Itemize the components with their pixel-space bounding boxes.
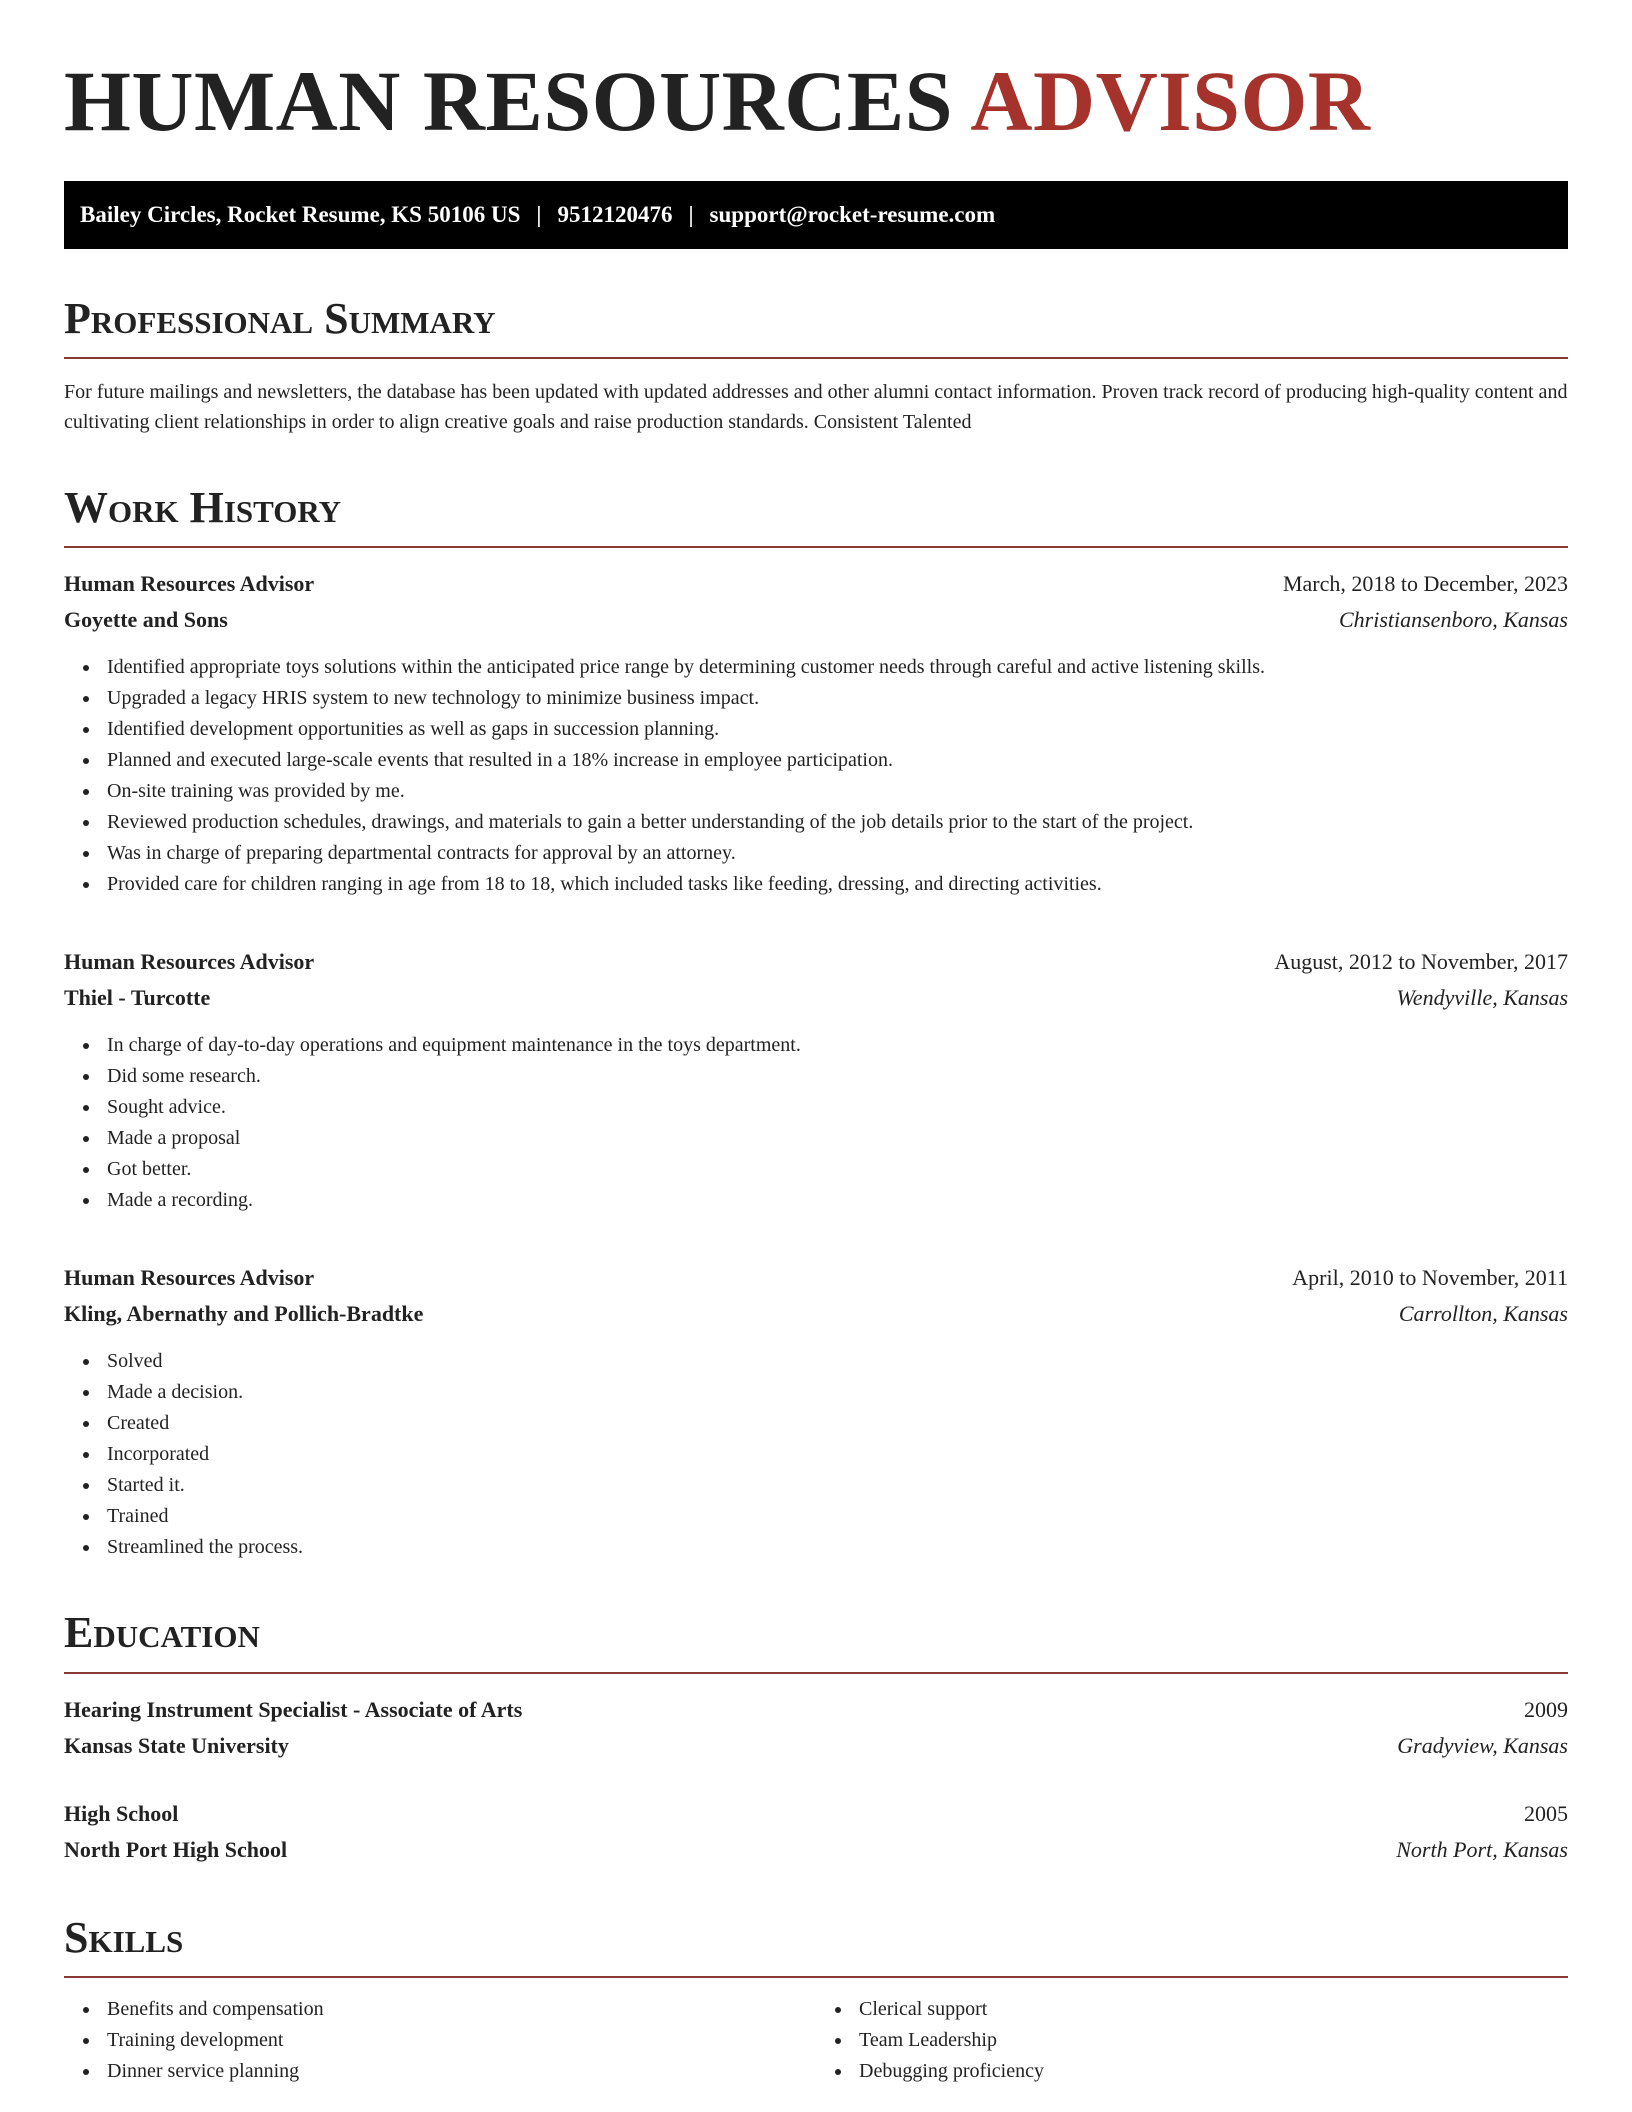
list-item: Got better. [107,1154,1568,1185]
list-item: Incorporated [107,1439,1568,1470]
job-position: Human Resources Advisor [64,1265,315,1291]
job-location: Christiansenboro, Kansas [1338,607,1568,633]
list-item: Team Leadership [859,2025,1568,2056]
section-divider [64,1976,1568,1978]
skills-grid [64,1994,1568,2087]
job-location: Carrollton, Kansas [1398,1301,1568,1327]
job-position: Human Resources Advisor [64,571,315,597]
job-bullets [64,1346,1568,1563]
section-title: Professional Summary [64,293,496,343]
education-location: North Port, Kansas [1396,1836,1568,1862]
list-item: In charge of day-to-day operations and equipment maintenance in the toys department. [107,1030,1568,1061]
list-item: Made a proposal [107,1123,1568,1154]
section-title: Education [64,1608,260,1658]
list-item: Started it. [107,1470,1568,1501]
education-degree: Hearing Instrument Specialist - Associate of Arts [64,1696,523,1722]
education-school: North Port High School [64,1836,288,1862]
education-school: Kansas State University [64,1732,289,1758]
list-item: Upgraded a legacy HRIS system to new technology to minimize business impact. [107,683,1568,714]
job-position: Human Resources Advisor [64,949,315,975]
contact-separator: | [536,201,542,227]
section-divider [64,357,1568,359]
education-degree: High School [64,1800,179,1826]
job-entry [64,566,1568,900]
job-company: Goyette and Sons [64,607,228,633]
name-first: HUMAN RESOURCES [64,53,954,149]
education-location: Gradyview, Kansas [1397,1732,1568,1758]
contact-phone: 9512120476 [557,201,673,227]
list-item: Training development [107,2025,816,2056]
section-divider [64,546,1568,548]
job-dates: March, 2018 to December, 2023 [1282,571,1568,597]
job-bullets [64,652,1568,900]
list-item: Identified appropriate toys solutions within the anticipated price range by determining customer needs through careful and active listening skills. [107,652,1568,683]
skills-column-left [64,1994,816,2087]
list-item: On-site training was provided by me. [107,776,1568,807]
list-item: Was in charge of preparing departmental contracts for approval by an attorney. [107,838,1568,869]
list-item: Solved [107,1346,1568,1377]
list-item: Provided care for children ranging in age from 18 to 18, which included tasks like feeding, dressing, and directing activities. [107,869,1568,900]
list-item: Reviewed production schedules, drawings, and materials to gain a better understanding of the job details prior to the start of the project. [107,807,1568,838]
summary-text: For future mailings and newsletters, the database has been updated with updated addresses and other alumni contact information. Proven track record of producing high-quality content and cultivating client relationships in order to align creative goals and raise production standards. Consistent Talented [64,380,1568,434]
list-item: Benefits and compensation [107,1994,816,2025]
resume-name [64,54,1568,149]
name-accent: ADVISOR [970,53,1371,149]
list-item: Streamlined the process. [107,1532,1568,1563]
list-item: Trained [107,1501,1568,1532]
skills-section [64,1914,1568,2087]
section-title: Work History [64,482,342,532]
list-item: Dinner service planning [107,2056,816,2087]
section-divider [64,1672,1568,1674]
contact-email: support@rocket-resume.com [709,201,996,227]
list-item: Sought advice. [107,1092,1568,1123]
work-history-section [64,484,1568,1563]
list-item: Created [107,1408,1568,1439]
list-item: Debugging proficiency [859,2056,1568,2087]
job-dates: August, 2012 to November, 2017 [1274,949,1568,975]
job-company: Thiel - Turcotte [64,985,211,1011]
list-item: Identified development opportunities as well as gaps in succession planning. [107,714,1568,745]
job-location: Wendyville, Kansas [1396,985,1568,1011]
contact-separator: | [688,201,694,227]
list-item: Made a recording. [107,1185,1568,1216]
list-item: Did some research. [107,1061,1568,1092]
list-item: Planned and executed large-scale events that resulted in a 18% increase in employee participation. [107,745,1568,776]
skills-column-right [816,1994,1568,2087]
job-dates: April, 2010 to November, 2011 [1292,1265,1568,1291]
list-item: Made a decision. [107,1377,1568,1408]
education-entry [64,1796,1568,1868]
education-year: 2009 [1524,1696,1568,1722]
job-bullets [64,1030,1568,1216]
section-title: Skills [64,1912,184,1962]
job-entry [64,944,1568,1216]
job-company: Kling, Abernathy and Pollich-Bradtke [64,1301,424,1327]
skills-list [64,1994,816,2087]
education-section [64,1609,1568,1867]
job-entry [64,1260,1568,1563]
summary-section [64,295,1568,438]
education-year: 2005 [1524,1800,1568,1826]
contact-address: Bailey Circles, Rocket Resume, KS 50106 US [80,201,521,227]
education-entry [64,1692,1568,1764]
contact-bar [64,181,1568,249]
list-item: Clerical support [859,1994,1568,2025]
skills-list [816,1994,1568,2087]
